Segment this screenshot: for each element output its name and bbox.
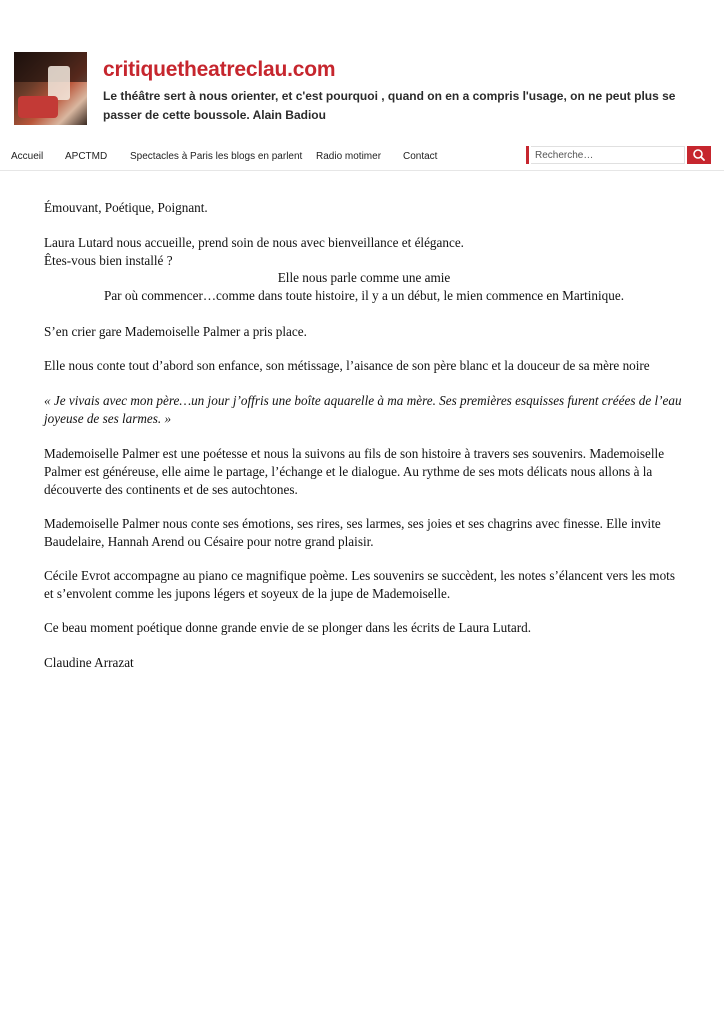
article-paragraph: Cécile Evrot accompagne au piano ce magnifique poème. Les souvenirs se succèdent, les notes s’élancent vers les mots et s’envolent comme les jupons légers et soyeux de la jupe de Mademoiselle. — [44, 568, 675, 601]
article-line: Laura Lutard nous accueille, prend soin de nous avec bienveillance et élégance. — [44, 235, 464, 250]
article-paragraph: S’en crier gare Mademoiselle Palmer a pris place. — [44, 324, 307, 339]
nav-item-accueil[interactable]: Accueil — [11, 151, 44, 162]
site-header — [0, 0, 724, 140]
article-paragraph: Ce beau moment poétique donne grande envie de se plonger dans les écrits de Laura Lutard. — [44, 620, 532, 635]
article-signature: Claudine Arrazat — [44, 655, 134, 670]
article-line-centered: Elle nous parle comme une amie — [277, 270, 451, 285]
search-button[interactable] — [687, 146, 711, 164]
article-paragraph: Mademoiselle Palmer nous conte ses émotions, ses rires, ses larmes, ses joies et ses chagrins avec finesse. Elle invite Baudelaire, Hannah Arend ou Césaire pour notre grand plaisir. — [44, 516, 661, 549]
article-line-centered: Par où commencer…comme dans toute histoire, il y a un début, le mien commence en Martinique. — [103, 288, 625, 303]
article-paragraph-intro: Émouvant, Poétique, Poignant. — [44, 200, 208, 215]
article-line: Êtes-vous bien installé ? — [44, 253, 173, 268]
article-quote: « Je vivais avec mon père…un jour j’offris une boîte aquarelle à ma mère. Ses premières esquisses furent créées de l’eau joyeuse de ses larmes. » — [44, 393, 682, 426]
search-input[interactable] — [531, 146, 685, 164]
nav-item-spectacles[interactable]: Spectacles à Paris les blogs en parlent — [130, 151, 303, 162]
nav-item-contact[interactable]: Contact — [403, 151, 438, 162]
search-accent-bar — [526, 146, 529, 164]
nav-item-apctmd[interactable]: APCTMD — [65, 151, 108, 162]
article-paragraph: Mademoiselle Palmer est une poétesse et nous la suivons au fils de son histoire à travers ses souvenirs. Mademoiselle Palmer est généreuse, elle aime le partage, l’échange et le dialogue. Au rythme de ses mots délicats nous allons à la découverte des continents et de ses autochtones. — [44, 446, 665, 497]
nav-item-radio-motimer[interactable]: Radio motimer — [316, 151, 382, 162]
site-title[interactable]: critiquetheatreclau.com — [103, 58, 336, 81]
search-form — [526, 146, 711, 164]
article-paragraph: Elle nous conte tout d’abord son enfance, son métissage, l’aisance de son père blanc et la douceur de sa mère noire — [44, 358, 650, 373]
article-quote-wrapper — [44, 392, 684, 428]
site-logo-image[interactable] — [14, 52, 87, 125]
search-icon — [687, 146, 711, 164]
site-tagline: Le théâtre sert à nous orienter, et c'est pourquoi , quand on en a compris l'usage, on ne peut plus se passer de cette boussole. Alain Badiou — [103, 89, 676, 122]
